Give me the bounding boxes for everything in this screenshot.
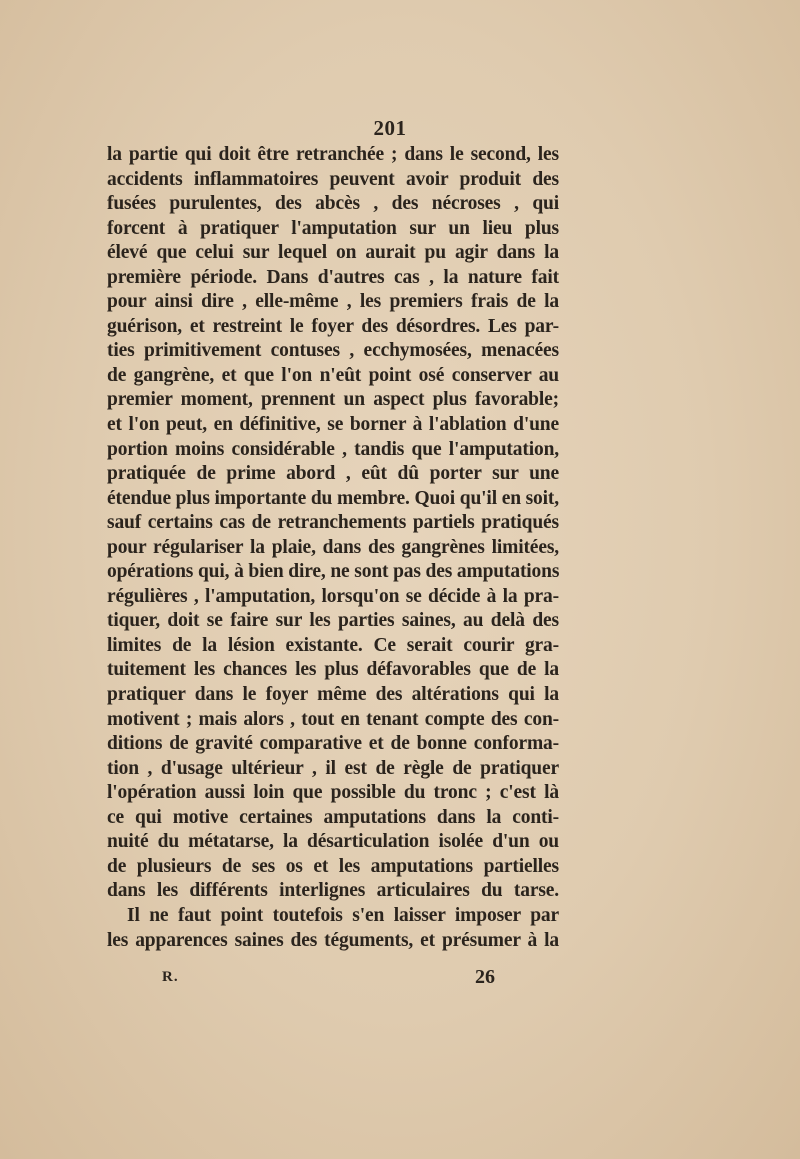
text-line: pratiquée de prime abord , eût dû porter sur une	[107, 463, 559, 485]
text-line: la partie qui doit être retranchée ; dans le second, les	[107, 144, 559, 165]
text-line: tion , d'usage ultérieur , il est de règle de pratiquer	[107, 757, 559, 779]
text-line: ce qui motive certaines amputations dans la conti-	[107, 806, 559, 828]
text-line: première période. Dans d'autres cas , la nature fait	[107, 266, 559, 288]
text-line: forcent à pratiquer l'amputation sur un lieu plus	[107, 217, 559, 239]
page-footer	[0, 966, 800, 992]
page-number: 201	[373, 116, 407, 140]
text-line: l'opération aussi loin que possible du tronc ; c'est là	[107, 782, 559, 804]
text-line-paragraph-start: Il ne faut point toutefois s'en laisser imposer par	[127, 904, 559, 926]
sheet-number: 26	[475, 966, 495, 988]
text-line: étendue plus importante du membre. Quoi qu'il en soit,	[107, 487, 559, 509]
text-line: les apparences saines des téguments, et présumer à la	[107, 929, 559, 951]
text-line: pour régulariser la plaie, dans des gangrènes limitées,	[107, 536, 559, 558]
signature-mark: R.	[162, 969, 179, 985]
text-line: fusées purulentes, des abcès , des nécroses , qui	[107, 193, 559, 215]
text-line: ditions de gravité comparative et de bonne conforma-	[107, 733, 559, 755]
body-text	[107, 143, 559, 953]
text-line: guérison, et restreint le foyer des désordres. Les par-	[107, 315, 559, 337]
text-line: pratiquer dans le foyer même des altérations qui la	[107, 684, 559, 706]
text-line: de gangrène, et que l'on n'eût point osé conserver au	[107, 364, 559, 386]
text-line: de plusieurs de ses os et les amputations partielles	[107, 855, 559, 877]
text-line: tiquer, doit se faire sur les parties saines, au delà des	[107, 610, 559, 632]
text-line: ties primitivement contuses , ecchymosées, menacées	[107, 340, 559, 362]
text-line: premier moment, prennent un aspect plus favorable;	[107, 389, 559, 411]
text-line: régulières , l'amputation, lorsqu'on se décide à la pra-	[107, 585, 559, 607]
text-line: nuité du métatarse, la désarticulation isolée d'un ou	[107, 831, 559, 853]
text-line: élevé que celui sur lequel on aurait pu agir dans la	[107, 242, 559, 264]
text-line: motivent ; mais alors , tout en tenant compte des con-	[107, 708, 559, 730]
text-line: portion moins considérable , tandis que l'amputation,	[107, 438, 559, 460]
text-line: et l'on peut, en définitive, se borner à l'ablation d'une	[107, 414, 559, 436]
text-line: tuitement les chances les plus défavorables que de la	[107, 659, 559, 681]
text-line: limites de la lésion existante. Ce serait courir gra-	[107, 634, 559, 656]
text-line: accidents inflammatoires peuvent avoir produit des	[107, 168, 559, 190]
text-line: opérations qui, à bien dire, ne sont pas des amputations	[107, 561, 560, 583]
text-line: pour ainsi dire , elle-même , les premiers frais de la	[107, 291, 559, 313]
text-line: sauf certains cas de retranchements partiels pratiqués	[107, 512, 559, 534]
text-line: dans les différents interlignes articulaires du tarse.	[107, 880, 559, 902]
